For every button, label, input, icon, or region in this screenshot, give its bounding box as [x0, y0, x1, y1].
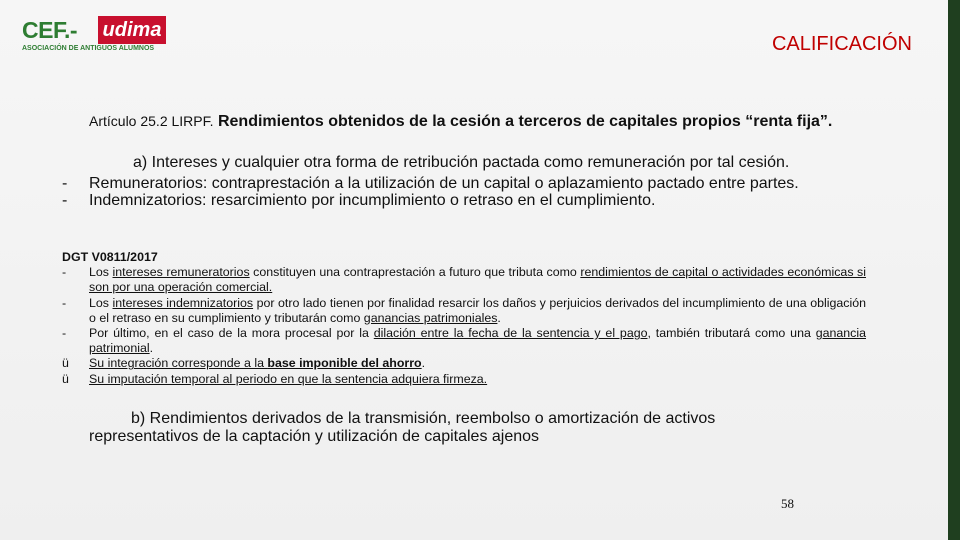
list-item — [62, 175, 862, 192]
dgt-item — [62, 296, 866, 326]
underlined-term: ganancia patrimonial — [89, 326, 866, 356]
article-reference: Artículo 25.2 LIRPF. — [89, 113, 214, 129]
text-segment: . — [149, 341, 154, 356]
underlined-term: intereses remuneratorios — [112, 265, 250, 280]
intro-title: Rendimientos obtenidos de la cesión a terceros de capitales propios “renta fija”. — [217, 113, 833, 130]
dash-bullet: - — [62, 192, 68, 209]
right-accent-bar — [948, 0, 960, 540]
list-item — [62, 192, 862, 209]
logo — [22, 16, 166, 54]
text-segment: por otro lado tienen por finalidad resarcir los daños y perjuicios derivados del incumplimiento de una obligación o el retraso en su cumplimiento y tributarán como — [89, 295, 867, 325]
underlined-term: intereses indemnizatorios — [112, 295, 254, 310]
subsection-b — [89, 410, 849, 446]
section-title: CALIFICACIÓN — [771, 33, 912, 55]
dgt-item — [62, 265, 866, 295]
page-number: 58 — [781, 496, 794, 511]
check-bullet: ü — [62, 371, 69, 386]
dash-bullet: - — [62, 175, 68, 192]
logo-association-text: ASOCIACIÓN DE ANTIGUOS ALUMNOS — [22, 45, 155, 52]
text-segment: . — [497, 310, 501, 325]
dash-bullet: - — [62, 295, 67, 310]
dash-bullet: - — [62, 326, 67, 341]
dgt-title: DGT V0811/2017 — [62, 250, 158, 264]
text-segment: Los — [89, 295, 113, 310]
text-segment: Por último, en el caso de la mora procesal por la — [89, 326, 374, 341]
subsection-b-line: representativos de la captación y utilización de capitales ajenos — [89, 428, 540, 445]
dgt-block — [62, 250, 866, 387]
text-segment: . — [421, 356, 426, 371]
bold-underlined-term: base imponible del ahorro — [267, 356, 422, 371]
list-item-text: Indemnizatorios: resarcimiento por incumplimiento o retraso en el cumplimiento. — [89, 192, 656, 209]
dgt-item — [62, 356, 866, 371]
text-segment: constituyen una contraprestación a futuro que tributa como — [249, 265, 581, 280]
text-segment: Los — [89, 265, 113, 280]
subsection-b-line: b) Rendimientos derivados de la transmisión, reembolso o amortización de activos — [131, 410, 716, 427]
underlined-term: ganancias patrimoniales — [363, 310, 498, 325]
logo-udima-text: udima — [98, 16, 166, 44]
subsection-a-title: a) Intereses y cualquier otra forma de retribución pactada como remuneración por tal cesión. — [133, 154, 790, 171]
underlined-term: rendimientos de capital o actividades económicas si son por una operación comercial. — [89, 265, 866, 295]
definition-list — [62, 175, 862, 209]
dgt-item — [62, 326, 866, 356]
intro-heading — [89, 113, 879, 130]
dash-bullet: - — [62, 265, 67, 280]
check-bullet: ü — [62, 356, 69, 371]
underlined-term: Su integración corresponde a la — [89, 356, 268, 371]
underlined-term: Su imputación temporal al periodo en que la sentencia adquiera firmeza. — [89, 371, 488, 386]
text-segment: , también tributará como una — [647, 326, 816, 341]
logo-cef-text: CEF.- — [22, 17, 77, 43]
dgt-item — [62, 372, 866, 387]
underlined-term: dilación entre la fecha de la sentencia y el pago — [373, 326, 648, 341]
list-item-text: Remuneratorios: contraprestación a la utilización de un capital o aplazamiento pactado entre partes. — [89, 175, 799, 192]
